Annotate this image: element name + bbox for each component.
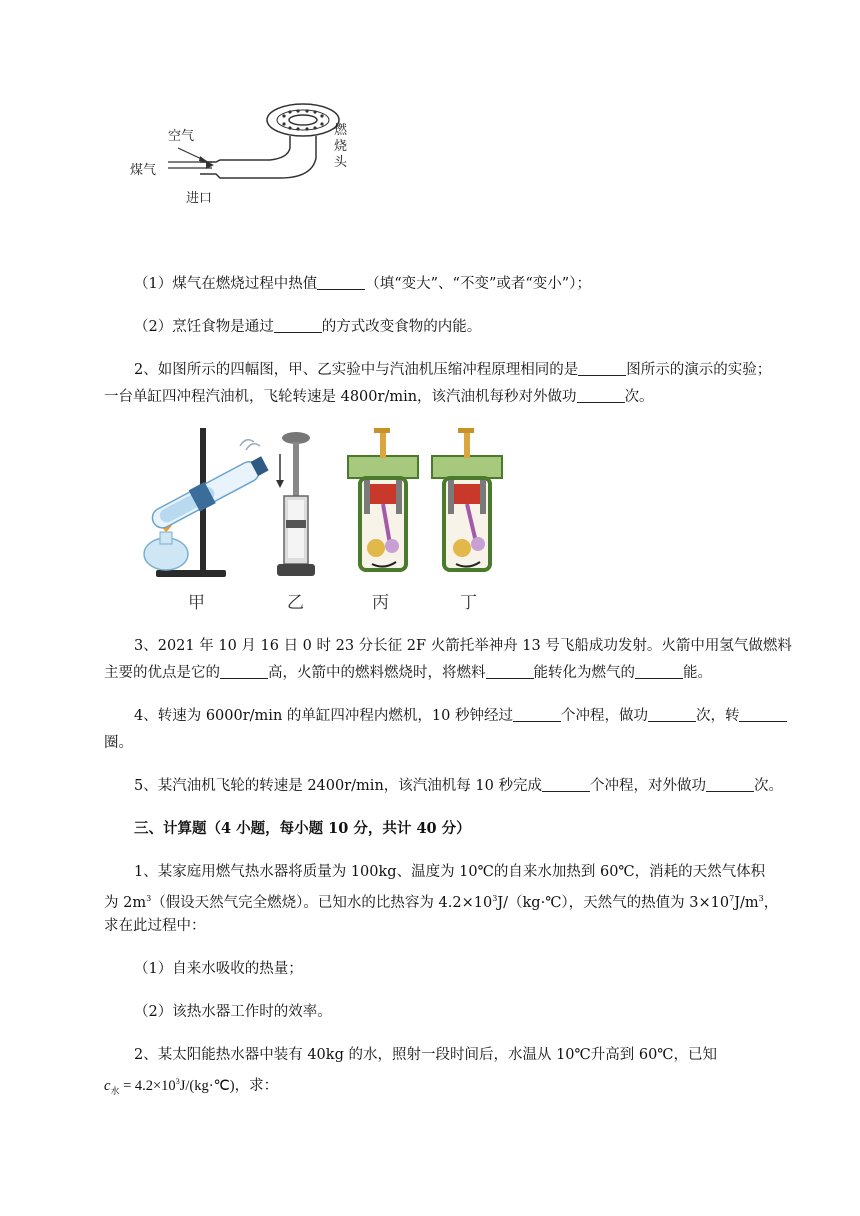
c1-line3: 求在此过程中：	[104, 918, 206, 934]
gas-burner-figure	[120, 96, 360, 216]
figure-label-yi: 乙	[287, 593, 304, 613]
q2-line1: 2、如图所示的四幅图，甲、乙实验中与汽油机压缩冲程原理相同的是 图所示的演示的实验；	[134, 356, 771, 384]
answer-blank[interactable]	[220, 662, 268, 679]
q3-line2: 主要的优点是它的 高，火箭中的燃料燃烧时，将燃料 能转化为燃气的 能。	[104, 659, 712, 687]
answer-blank[interactable]	[635, 662, 683, 679]
q1-sub1: （1）煤气在燃烧过程中热值 （填“变大”、“不变”或者“变小”）；	[134, 270, 591, 298]
four-experiments-figure	[134, 424, 534, 584]
figure-label-ding: 丁	[460, 593, 477, 613]
inlet-label: 进口	[186, 191, 213, 206]
c1-sub1: （1）自来水吸收的热量；	[134, 961, 303, 977]
answer-blank[interactable]	[513, 705, 561, 722]
q2-line2: 一台单缸四冲程汽油机，飞轮转速是 4800r/min，该汽油机每秒对外做功 次。	[104, 383, 654, 411]
gas-label: 煤气	[130, 163, 157, 178]
answer-blank[interactable]	[486, 662, 534, 679]
answer-blank[interactable]	[739, 705, 787, 722]
c1-line2: 为 $2m^3$（假设天然气完全燃烧）。已知水的比热容为 $4.2\times 10^3J/(kg\cdot℃)$，天然气的热值为 $3\times 10^7J/m^3$，	[104, 894, 779, 911]
answer-blank[interactable]	[578, 359, 626, 376]
answer-blank[interactable]	[648, 705, 696, 722]
burner-label-3: 头	[334, 155, 348, 170]
q3-line1: 3、2021 年 10 月 16 日 0 时 23 分长征 2F 火箭托举神舟 13 号飞船成功发射。火箭中用氢气做燃料	[134, 638, 792, 654]
burner-label-1: 燃	[334, 123, 348, 138]
answer-blank[interactable]	[317, 273, 365, 290]
q4-line1: 4、转速为 6000r/min 的单缸四冲程内燃机，10 秒钟经过 个冲程，做功 次，转	[134, 702, 787, 730]
c2-line1: 2、某太阳能热水器中装有 40kg 的水，照射一段时间后，水温从 10℃升高到 60℃，已知	[134, 1047, 718, 1063]
q1-sub2: （2）烹饪食物是通过 的方式改变食物的内能。	[134, 313, 481, 341]
answer-blank[interactable]	[542, 775, 590, 792]
figure-label-jia: 甲	[188, 593, 205, 613]
air-label: 空气	[168, 129, 195, 144]
answer-blank[interactable]	[577, 386, 625, 403]
burner-label-2: 烧	[334, 139, 348, 154]
answer-blank[interactable]	[706, 775, 754, 792]
q5-line: 5、某汽油机飞轮的转速是 2400r/min，该汽油机每 10 秒完成 个冲程，对外做功 次。	[134, 772, 783, 800]
figure-label-bing: 丙	[372, 593, 389, 613]
q4-line2: 圈。	[104, 735, 133, 751]
c2-formula: $c_水$ = $4.2\times 10^3J/(kg\cdot℃)$，求：	[104, 1077, 279, 1096]
c1-sub2: （2）该热水器工作时的效率。	[134, 1004, 332, 1020]
c1-line1: 1、某家庭用燃气热水器将质量为 100kg、温度为 10℃的自来水加热到 60℃，消耗的天然气体积	[134, 864, 766, 880]
section-heading-calculation: 三、计算题（4 小题，每小题 10 分，共计 40 分）	[134, 820, 471, 837]
answer-blank[interactable]	[274, 316, 322, 333]
